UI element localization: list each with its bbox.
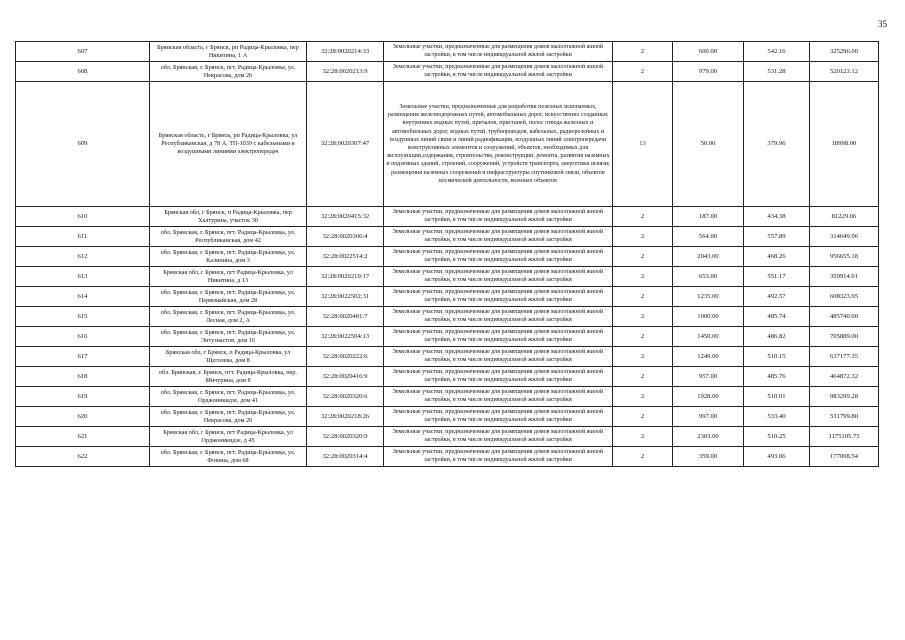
- cadastral-number: 32:28:0020314:4: [307, 447, 384, 467]
- cadastral-value: 520123.12: [810, 62, 879, 82]
- land-use-cell: Земельные участки, предназначенные для разработки полезных ископаемых, размещения железнодорожных путей, автомобильных дорог, искусственно созданных внутренних водных путей, причалов, пристаней, полос отвода железных и автомобильных дорог, водных путей, трубопроводов, кабельных, радиорелейных и воздушных линий связи и линий радиофикации, воздушных линий электропередачи конструктивных элементов и сооружений, объектов, необходимых для эксплуатации,содержания, строительства, реконструкции, ремонта, развития наземных и подземных зданий, строений, сооружений, устройств транспорта, энергетики исвязи; размещения наземных сооружений и инфраструктуры спутниковой связи, объектов космической деятельности, военных объектов: [384, 82, 613, 207]
- cadastral-number: 32:28:0020401:7: [307, 307, 384, 327]
- specific-value: 510.25: [744, 427, 810, 447]
- group-number: 2: [613, 287, 673, 307]
- land-use-cell: Земельные участки, предназначенные для размещения домов малоэтажной жилой застройки, в том числе индивидуальной жилой застройки: [384, 307, 613, 327]
- area-value: 1450.00: [673, 327, 744, 347]
- group-number: 2: [613, 62, 673, 82]
- table-row: [16, 447, 879, 467]
- area-value: 600.00: [673, 42, 744, 62]
- cadastral-value: 81229.06: [810, 207, 879, 227]
- address-cell: Брянская обл, г Брянск, пгт Радица-Крыловка, ул Никитина, д 13: [150, 267, 307, 287]
- row-number: 609: [16, 82, 150, 207]
- area-value: 50.00: [673, 82, 744, 207]
- group-number: 2: [613, 247, 673, 267]
- specific-value: 468.26: [744, 247, 810, 267]
- cadastral-number: 32:28:0020306:4: [307, 227, 384, 247]
- land-use-cell: Земельные участки, предназначенные для размещения домов малоэтажной жилой застройки, в том числе индивидуальной жилой застройки: [384, 207, 613, 227]
- cadastral-number: 32:28:0020415:32: [307, 207, 384, 227]
- land-use-cell: Земельные участки, предназначенные для размещения домов малоэтажной жилой застройки, в том числе индивидуальной жилой застройки: [384, 427, 613, 447]
- table-row: [16, 367, 879, 387]
- table-row: [16, 287, 879, 307]
- group-number: 2: [613, 367, 673, 387]
- specific-value: 551.17: [744, 267, 810, 287]
- group-number: 2: [613, 427, 673, 447]
- address-cell: Брянская область, г Брянск, рп Радица-Крыловка, ул Республиканская, д 78 А, ТП-1039 с кабельными и воздушными линиями электропередач: [150, 82, 307, 207]
- cadastral-value: 177008.54: [810, 447, 879, 467]
- table-row: [16, 307, 879, 327]
- cadastral-number: 32:28:0022514:2: [307, 247, 384, 267]
- area-value: 1249.00: [673, 347, 744, 367]
- area-value: 2043.00: [673, 247, 744, 267]
- row-number: 613: [16, 267, 150, 287]
- cadastral-value: 359914.01: [810, 267, 879, 287]
- address-cell: обл. Брянская, г. Брянск, пгт. Радица-Крыловка, ул. Калинина, дом 3: [150, 247, 307, 267]
- table-row: [16, 62, 879, 82]
- cadastral-value: 314649.96: [810, 227, 879, 247]
- specific-value: 533.40: [744, 407, 810, 427]
- cadastral-number: 32:28:0022504:13: [307, 327, 384, 347]
- land-use-cell: Земельные участки, предназначенные для размещения домов малоэтажной жилой застройки, в том числе индивидуальной жилой застройки: [384, 247, 613, 267]
- group-number: 2: [613, 307, 673, 327]
- specific-value: 379.96: [744, 82, 810, 207]
- address-cell: обл. Брянская, г. Брянск, пгт. Радица-Крыловка, пер. Мичурина, дом 8: [150, 367, 307, 387]
- cadastral-value: 705889.00: [810, 327, 879, 347]
- row-number: 617: [16, 347, 150, 367]
- area-value: 1235.00: [673, 287, 744, 307]
- cadastral-value: 325296.00: [810, 42, 879, 62]
- cadastral-value: 531799.80: [810, 407, 879, 427]
- area-value: 957.00: [673, 367, 744, 387]
- row-number: 616: [16, 327, 150, 347]
- table-row: [16, 247, 879, 267]
- table-row: [16, 227, 879, 247]
- specific-value: 542.16: [744, 42, 810, 62]
- area-value: 564.00: [673, 227, 744, 247]
- page-number: 35: [878, 19, 887, 29]
- cadastral-number: 32:28:0020320:9: [307, 427, 384, 447]
- land-use-cell: Земельные участки, предназначенные для размещения домов малоэтажной жилой застройки, в том числе индивидуальной жилой застройки: [384, 267, 613, 287]
- cadastral-number: 32:28:0020307:47: [307, 82, 384, 207]
- group-number: 2: [613, 227, 673, 247]
- row-number: 607: [16, 42, 150, 62]
- group-number: 2: [613, 267, 673, 287]
- cadastral-number: 32:28:0022502:31: [307, 287, 384, 307]
- land-use-cell: Земельные участки, предназначенные для размещения домов малоэтажной жилой застройки, в том числе индивидуальной жилой застройки: [384, 227, 613, 247]
- table-row: [16, 427, 879, 447]
- cadastral-number: 32:28:0020219:17: [307, 267, 384, 287]
- cadastral-value: 464872.32: [810, 367, 879, 387]
- cadastral-value: 1175105.75: [810, 427, 879, 447]
- cadastral-number: 32:28:0020320:6: [307, 387, 384, 407]
- row-number: 620: [16, 407, 150, 427]
- land-use-cell: Земельные участки, предназначенные для размещения домов малоэтажной жилой застройки, в том числе индивидуальной жилой застройки: [384, 327, 613, 347]
- group-number: 13: [613, 82, 673, 207]
- cadastral-number: 32:28:0020218:26: [307, 407, 384, 427]
- cadastral-value: 608323.95: [810, 287, 879, 307]
- specific-value: 434.38: [744, 207, 810, 227]
- group-number: 2: [613, 387, 673, 407]
- row-number: 612: [16, 247, 150, 267]
- row-number: 610: [16, 207, 150, 227]
- land-use-cell: Земельные участки, предназначенные для размещения домов малоэтажной жилой застройки, в том числе индивидуальной жилой застройки: [384, 407, 613, 427]
- group-number: 2: [613, 407, 673, 427]
- row-number: 611: [16, 227, 150, 247]
- area-value: 2303.00: [673, 427, 744, 447]
- table-row: [16, 347, 879, 367]
- land-use-cell: Земельные участки, предназначенные для размещения домов малоэтажной жилой застройки, в том числе индивидуальной жилой застройки: [384, 367, 613, 387]
- row-number: 619: [16, 387, 150, 407]
- cadastral-number: 32:28:0020416:9: [307, 367, 384, 387]
- address-cell: обл. Брянская, г. Брянск, пгт. Радица-Крыловка, ул. Некрасова, дом 20: [150, 407, 307, 427]
- cadastral-value-table: [15, 41, 879, 467]
- land-use-cell: Земельные участки, предназначенные для размещения домов малоэтажной жилой застройки, в том числе индивидуальной жилой застройки: [384, 447, 613, 467]
- area-value: 1928.00: [673, 387, 744, 407]
- group-number: 2: [613, 327, 673, 347]
- group-number: 2: [613, 347, 673, 367]
- address-cell: обл. Брянская, г. Брянск, пгт. Радица-Крыловка, ул. Лесная, дом 2, А: [150, 307, 307, 327]
- specific-value: 485.74: [744, 307, 810, 327]
- address-cell: обл. Брянская, г. Брянск, пгт. Радица-Крыловка, ул. Фокина, дом 68: [150, 447, 307, 467]
- table-row: [16, 42, 879, 62]
- specific-value: 486.82: [744, 327, 810, 347]
- address-cell: Брянская область, г Брянск, рп Радица-Крыловка, пер Никитина, 1 А: [150, 42, 307, 62]
- table-row: [16, 267, 879, 287]
- specific-value: 510.01: [744, 387, 810, 407]
- cadastral-number: 32:28:0020222:6: [307, 347, 384, 367]
- address-cell: обл. Брянская, г. Брянск, пгт. Радица-Крыловка, ул. Первомайская, дом 28: [150, 287, 307, 307]
- cadastral-number: 32:28:0020214:33: [307, 42, 384, 62]
- address-cell: обл. Брянская, г. Брянск, пгт. Радица-Крыловка, ул. Энтузиастов, дом 16: [150, 327, 307, 347]
- cadastral-number: 32:28:0020213:9: [307, 62, 384, 82]
- address-cell: Брянская обл, г Брянск, пгт Радица-Крыловка, ул Орджоникидзе, д 45: [150, 427, 307, 447]
- specific-value: 531.28: [744, 62, 810, 82]
- specific-value: 485.76: [744, 367, 810, 387]
- cadastral-value: 983299.28: [810, 387, 879, 407]
- address-cell: обл. Брянская, г. Брянск, пгт. Радица-Крыловка, ул. Республиканская, дом 42: [150, 227, 307, 247]
- specific-value: 557.89: [744, 227, 810, 247]
- table-row: [16, 207, 879, 227]
- area-value: 979.00: [673, 62, 744, 82]
- address-cell: обл. Брянская, г. Брянск, пгт. Радица-Крыловка, ул. Некрасова, дом 26: [150, 62, 307, 82]
- specific-value: 493.06: [744, 447, 810, 467]
- table-row: [16, 82, 879, 207]
- table-row: [16, 327, 879, 347]
- specific-value: 510.15: [744, 347, 810, 367]
- table-row: [16, 387, 879, 407]
- area-value: 653.00: [673, 267, 744, 287]
- row-number: 608: [16, 62, 150, 82]
- land-use-cell: Земельные участки, предназначенные для размещения домов малоэтажной жилой застройки, в том числе индивидуальной жилой застройки: [384, 387, 613, 407]
- cadastral-value: 18998.00: [810, 82, 879, 207]
- table-row: [16, 407, 879, 427]
- address-cell: обл. Брянская, г. Брянск, пгт. Радица-Крыловка, ул. Орджоникидзе, дом 41: [150, 387, 307, 407]
- area-value: 997.00: [673, 407, 744, 427]
- row-number: 621: [16, 427, 150, 447]
- land-use-cell: Земельные участки, предназначенные для размещения домов малоэтажной жилой застройки, в том числе индивидуальной жилой застройки: [384, 347, 613, 367]
- row-number: 618: [16, 367, 150, 387]
- address-cell: Брянская обл, г Брянск, п Радица-Крыловка, пер Халтурина, участок 30: [150, 207, 307, 227]
- group-number: 2: [613, 447, 673, 467]
- land-use-cell: Земельные участки, предназначенные для размещения домов малоэтажной жилой застройки, в том числе индивидуальной жилой застройки: [384, 287, 613, 307]
- cadastral-value: 637177.35: [810, 347, 879, 367]
- area-value: 187.00: [673, 207, 744, 227]
- cadastral-value: 956655.18: [810, 247, 879, 267]
- row-number: 615: [16, 307, 150, 327]
- cadastral-value: 485740.00: [810, 307, 879, 327]
- land-use-cell: Земельные участки, предназначенные для размещения домов малоэтажной жилой застройки, в том числе индивидуальной жилой застройки: [384, 42, 613, 62]
- area-value: 1000.00: [673, 307, 744, 327]
- row-number: 614: [16, 287, 150, 307]
- address-cell: Брянская обл, г Брянск, п Радица-Крыловка, ул Щеголева, дом 8: [150, 347, 307, 367]
- land-use-cell: Земельные участки, предназначенные для размещения домов малоэтажной жилой застройки, в том числе индивидуальной жилой застройки: [384, 62, 613, 82]
- area-value: 359.00: [673, 447, 744, 467]
- row-number: 622: [16, 447, 150, 467]
- group-number: 2: [613, 207, 673, 227]
- specific-value: 492.57: [744, 287, 810, 307]
- group-number: 2: [613, 42, 673, 62]
